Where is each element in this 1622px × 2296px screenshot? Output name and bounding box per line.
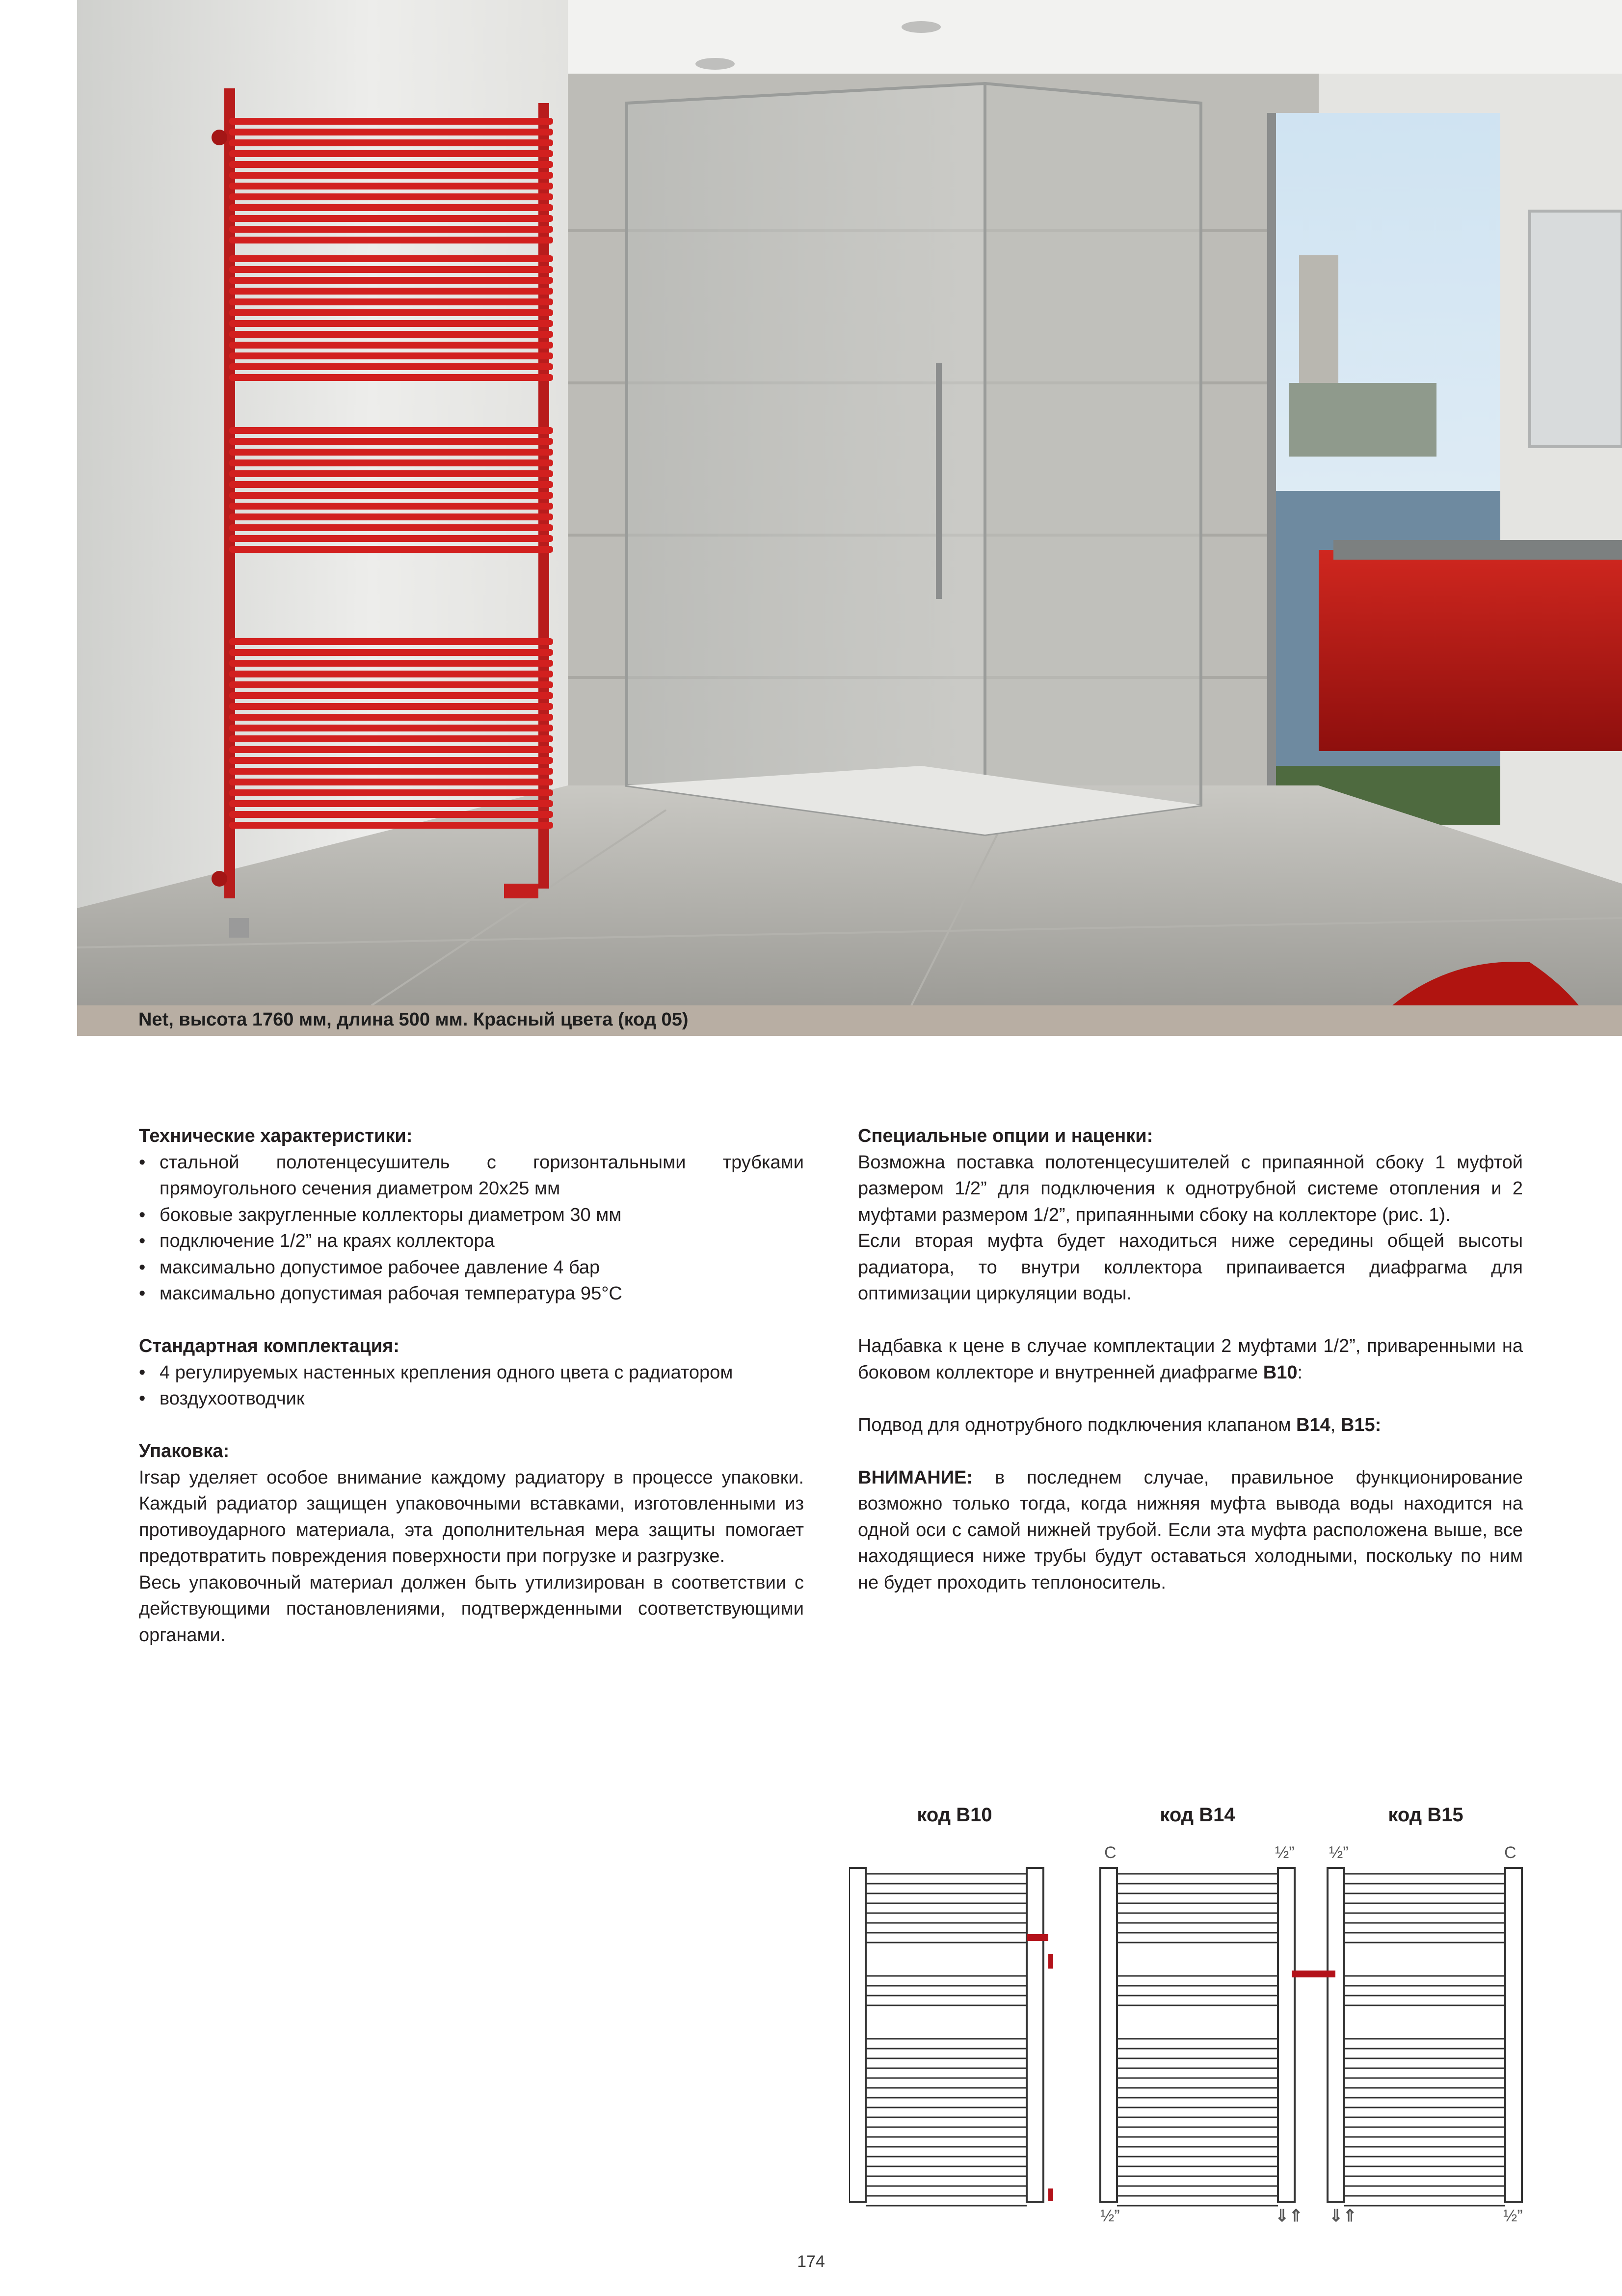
right-collector xyxy=(1505,1868,1522,2202)
right-column xyxy=(858,1123,1523,1596)
b14-bottom-right-label: ⇓⇑ xyxy=(1275,2207,1303,2225)
code-b14: B14 xyxy=(1296,1414,1330,1435)
bathroom-illustration xyxy=(77,0,1622,1005)
special-heading: Специальные опции и наценки: xyxy=(858,1126,1153,1146)
left-column xyxy=(139,1123,804,1648)
standard-item: • воздухоотводчик xyxy=(139,1386,804,1412)
tech-item: • максимально допустимая рабочая температура 95°С xyxy=(139,1281,804,1307)
special-paragraph: Возможна поставка полотенцесушителей с припаянной сбоку 1 муфтой размером 1/2” для подключения к однотрубной системе отопления и 2 муфтами размером 1/2”, припаянными сбоку на коллекторе (рис. 1). xyxy=(858,1152,1523,1225)
tech-item: • стальной полотенцесушитель с горизонтальными трубками xyxy=(139,1150,804,1176)
special-paragraph: Если вторая муфта будет находиться ниже середины общей высоты радиатора, то внутри коллектора припаивается диафрагма для оптимизации циркуляции воды. xyxy=(858,1231,1523,1304)
fitting-mark xyxy=(1027,1934,1048,1941)
warning-paragraph: ВНИМАНИЕ: в последнем случае, правильное функционирование возможно только тогда, когда нижняя муфта вывода воды находится на одной оси с самой нижней трубой. Если эта муфта расположена выше, все находящиеся ниже трубы будут оставаться холодными, поскольку по ним не будет проходить теплоноситель. xyxy=(858,1467,1523,1593)
diagram-b14 xyxy=(1100,1868,1314,2206)
fitting-mark xyxy=(1048,1954,1053,1969)
diagram-b10 xyxy=(849,1868,1053,2206)
diagram-label-b10: код B10 xyxy=(917,1804,992,1826)
tech-item: • подключение 1/2” на краях коллектора xyxy=(139,1228,804,1255)
tech-heading: Технические характеристики: xyxy=(139,1126,413,1146)
packing-heading: Упаковка: xyxy=(139,1441,230,1461)
b14-top-left-label: C xyxy=(1104,1843,1117,1862)
diagram-label-b15: код B15 xyxy=(1388,1804,1463,1826)
photo-caption-bar xyxy=(77,1005,1622,1036)
photo-caption: Net, высота 1760 мм, длина 500 мм. Красный цвета (код 05) xyxy=(138,1009,689,1030)
left-collector xyxy=(1100,1868,1117,2202)
b14-bottom-left-label: ½” xyxy=(1100,2207,1120,2225)
fitting-mark xyxy=(1292,1971,1314,1977)
diagram-label-b14: код B14 xyxy=(1160,1804,1235,1826)
surcharge-paragraph: Надбавка к цене в случае комплектации 2 муфтами 1/2”, приваренными на боковом коллекторе и внутренней диафрагме B10: xyxy=(858,1336,1523,1383)
connection-diagrams xyxy=(849,1836,1536,2241)
b15-top-right-label: C xyxy=(1504,1843,1516,1862)
packing-paragraph: Весь упаковочный материал должен быть утилизирован в соответствии с действующими постановлениями, подтвержденными соответствующими органами. xyxy=(139,1572,804,1646)
tech-item: • боковые закругленные коллекторы диаметром 30 мм xyxy=(139,1202,804,1229)
fitting-mark xyxy=(1313,1971,1335,1977)
left-collector xyxy=(849,1868,866,2202)
valve-paragraph: Подвод для однотрубного подключения клапаном B14, B15: xyxy=(858,1414,1382,1435)
b15-bottom-left-label: ⇓⇑ xyxy=(1329,2207,1357,2225)
right-collector xyxy=(1278,1868,1295,2202)
tech-item: • максимально допустимое рабочее давление 4 бар xyxy=(139,1255,804,1281)
code-b10: B10 xyxy=(1263,1362,1298,1383)
b15-bottom-right-label: ½” xyxy=(1503,2207,1523,2225)
diagram-b15 xyxy=(1313,1868,1522,2206)
tech-item-continuation: прямоугольного сечения диаметром 20x25 мм xyxy=(160,1178,560,1199)
radiator-diagrams-svg xyxy=(849,1836,1536,2239)
warning-label: ВНИМАНИЕ: xyxy=(858,1467,973,1488)
standard-heading: Стандартная комплектация: xyxy=(139,1336,399,1356)
b14-top-right-label: ½” xyxy=(1275,1843,1295,1862)
fitting-mark xyxy=(1048,2188,1053,2201)
hero-photo xyxy=(77,0,1622,1005)
b15-top-left-label: ½” xyxy=(1329,1843,1349,1862)
standard-item: • 4 регулируемых настенных крепления одного цвета с радиатором xyxy=(139,1360,804,1386)
right-collector xyxy=(1027,1868,1043,2202)
code-b15: B15: xyxy=(1340,1414,1382,1435)
packing-paragraph: Irsap уделяет особое внимание каждому радиатору в процессе упаковки. Каждый радиатор защищен упаковочными вставками, изготовленными из противоударного материала, эта дополнительная мера защиты помогает предотвратить повреждения поверхности при погрузке и разгрузке. xyxy=(139,1467,804,1567)
left-collector xyxy=(1328,1868,1344,2202)
page-number: 174 xyxy=(797,2252,825,2271)
